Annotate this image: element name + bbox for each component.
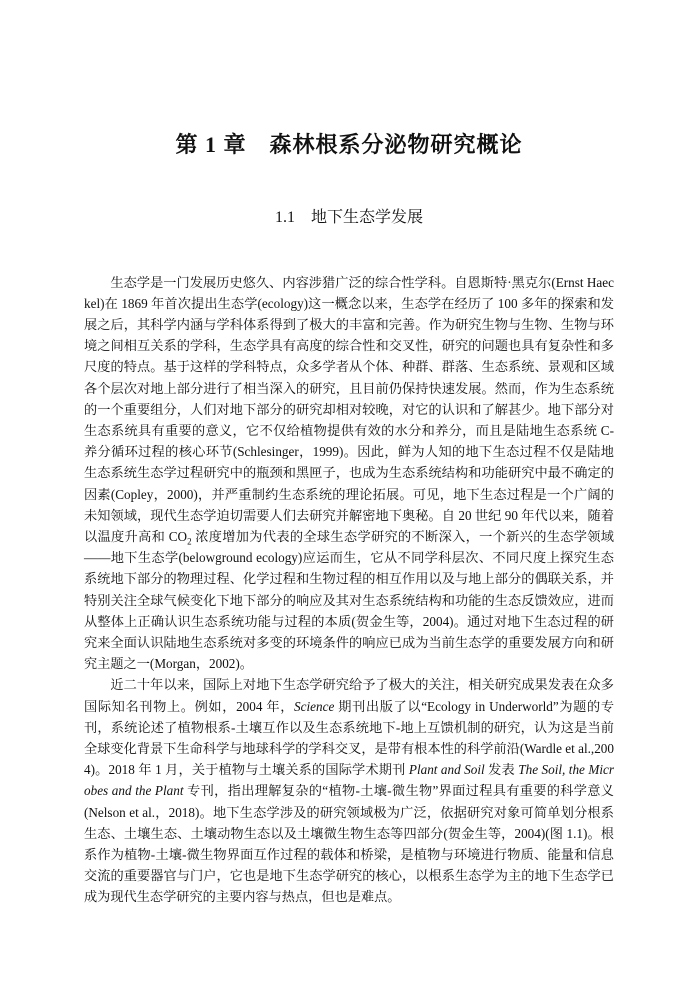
chapter-title: 第 1 章 森林根系分泌物研究概论 <box>175 132 523 157</box>
body-paragraphs <box>84 272 614 908</box>
italic-text: The Soil, the Microbes and the Plant <box>84 762 614 799</box>
section-heading: 1.1 地下生态学发展 <box>274 209 423 227</box>
italic-text: Plant and Soil <box>408 762 485 778</box>
text-run: 近二十年以来，国际上对地下生态学研究给予了极大的关注，相关研究成果发表在众多国际知名刊物上。例如，2004 年， <box>84 677 614 714</box>
text-run: 生态学是一门发展历史悠久、内容涉猎广泛的综合性学科。自恩斯特·黑克尔(Ernst Haeckel)在 1869 年首次提出生态学(ecology)这一概念以来，生态学在经历了 100 多年的探索和发展之后，其科学内涵与学科体系得到了极大的丰富和完善。作为研究生物与生物、生物与环境之间相互关系的学科，生态学具有高度的综合性和交叉性，研究的问题也具有复杂性和多尺度的特点。基于这样的学科特点，众多学者从个体、种群、群落、生态系统、景观和区域各个层次对地上部分进行了相当深入的研究，且目前仍保持快速发展。然而，作为生态系统的一个重要组分，人们对地下部分的研究却相对较晚，对它的认识和了解甚少。地下部分对生态系统具有重要的意义，它不仅给植物提供有效的水分和养分，而且是陆地生态系统 C-养分循环过程的核心环节(Schlesinger，1999)。因此，鲜为人知的地下生态过程不仅是陆地生态系统生态学过程研究中的瓶颈和黑匣子，也成为生态系统结构和功能研究中最不确定的因素(Copley，2000)，并严重制约生态系统的理论拓展。可见，地下生态过程是一个广阔的未知领域，现代生态学迫切需要人们去研究并解密地下奥秘。自 20 世纪 90 年代以来，随着以温度升高和 CO <box>84 274 614 545</box>
text-run: 专刊，指出理解复杂的“植物-土壤-微生物”界面过程具有重要的科学意义(Nelson et al.，2018)。地下生态学涉及的研究领域极为广泛，依据研究对象可简单划分根系生态、土壤生态、土壤动物生态以及土壤微生物生态等四部分(贺金生等，2004)(图 1.1)。根系作为植物-土壤-微生物界面互作过程的载体和桥梁，是植物与环境进行物质、能量和信息交流的重要器官与门户，它也是地下生态学研究的核心，以根系生态学为主的地下生态学已成为现代生态学研究的主要内容与热点，但也是难点。 <box>84 783 614 905</box>
text-run: 期刊出版了以“Ecology in Underworld”为题的专刊，系统论述了植物根系-土壤互作以及生态系统地下-地上互馈机制的研究，认为这是当前全球变化背景下生命科学与地球科学的学科交叉，是带有根本性的科学前沿(Wardle et al.,2004)。2018 年 1 月，关于植物与土壤关系的国际学术期刊 <box>84 698 615 778</box>
italic-text: Science <box>294 698 335 714</box>
text-run: 浓度增加为代表的全球生态学研究的不断深入，一个新兴的生态学领域——地下生态学(belowground ecology)应运而生，它从不同学科层次、不同尺度上探究生态系统地下部分的物理过程、化学过程和生物过程的相互作用以及与地上部分的偶联关系，并特别关注全球气候变化下地下部分的响应及其对生态系统结构和功能的生态反馈效应，进而从整体上正确认识生态系统功能与过程的本质(贺金生等，2004)。通过对地下生态过程的研究来全面认识陆地生态系统对多变的环境条件的响应已成为当前生态学的重要发展方向和研究主题之一(Morgan，2002)。 <box>84 529 614 672</box>
subscript-text: 2 <box>187 536 192 547</box>
paragraph <box>84 272 614 675</box>
text-run: 发表 <box>484 762 519 778</box>
paragraph <box>84 674 614 907</box>
